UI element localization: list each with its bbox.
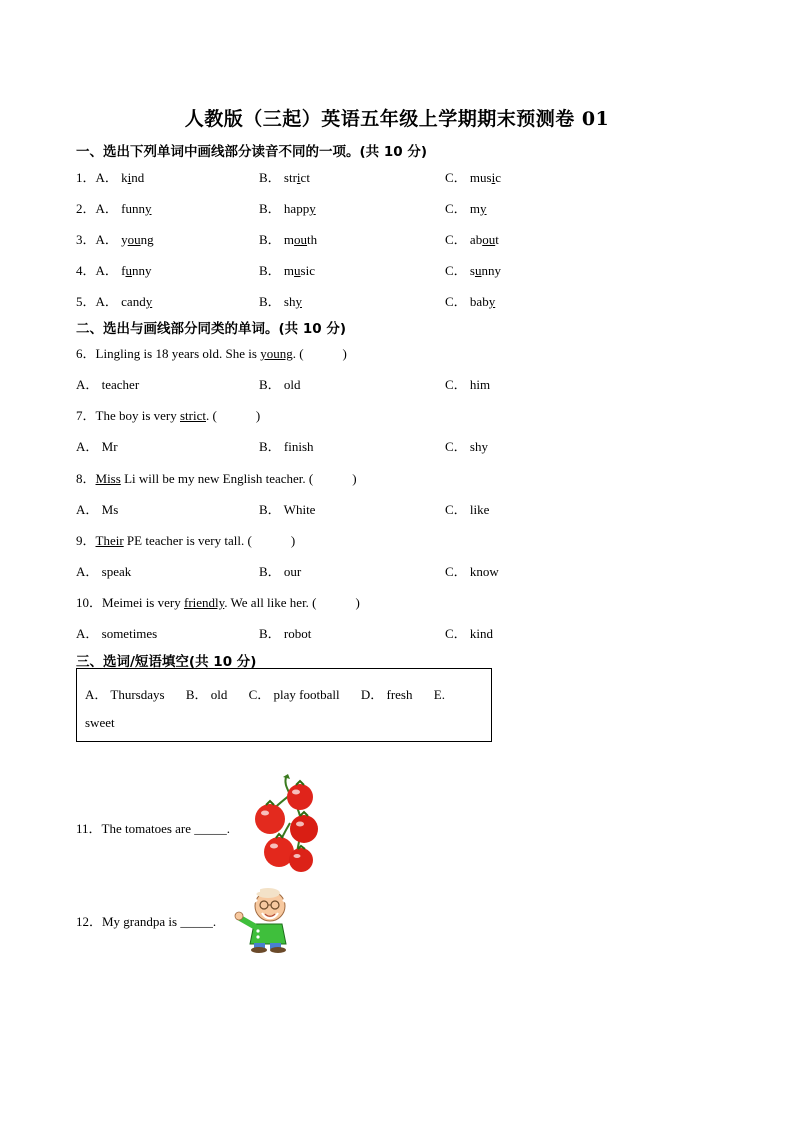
underlined-letters: y <box>480 201 487 216</box>
word-part: sic <box>300 263 315 278</box>
underlined-letters: u <box>474 263 482 278</box>
underlined-letters: y <box>145 294 153 309</box>
word-part: ab <box>469 232 483 247</box>
question-text: The boy is very <box>95 408 180 423</box>
underlined-letters: y <box>145 201 152 216</box>
word-part: ct <box>300 170 310 185</box>
word-option-d: D． fresh <box>360 687 413 702</box>
option-b: B． old <box>259 377 301 392</box>
option-c: C． kind <box>445 626 494 641</box>
question-number: 6． <box>76 346 96 361</box>
option-c: C． know <box>445 564 499 579</box>
option-a: A． sometimes <box>76 626 158 641</box>
option-c <box>445 229 499 248</box>
word-part: ng <box>140 232 154 247</box>
question-8 <box>76 468 357 487</box>
option-label: B． <box>259 201 281 216</box>
underlined-letters: ou <box>482 232 496 247</box>
option-row <box>76 499 716 519</box>
underlined-letters: u <box>294 263 301 278</box>
underlined-letters: y <box>295 294 302 309</box>
question-number: 1． <box>76 170 96 185</box>
option-c <box>445 291 495 310</box>
question-10 <box>76 592 360 611</box>
option-row <box>76 374 716 394</box>
option-a <box>76 167 144 186</box>
option-label: B． <box>259 232 281 247</box>
word-bank-box <box>76 668 492 742</box>
underlined-letters: i <box>491 170 496 185</box>
underlined-word: strict <box>180 408 206 423</box>
option-label: C． <box>445 170 467 185</box>
question-text: Lingling is 18 years old. She is <box>95 346 261 361</box>
option-label: B． <box>259 294 281 309</box>
option-a: A． Ms <box>76 502 119 517</box>
option-row <box>76 436 716 456</box>
option-label: B． <box>259 170 281 185</box>
question-6 <box>76 343 347 362</box>
question-text: Meimei is very <box>102 595 184 610</box>
option-row <box>76 561 716 581</box>
question-text: Li will be my new English teacher. ( ) <box>120 471 357 486</box>
question-text: . ( ) <box>292 346 347 361</box>
option-label: C． <box>445 201 467 216</box>
option-a <box>76 229 154 248</box>
option-a: A． speak <box>76 564 132 579</box>
underlined-letters: y <box>488 294 496 309</box>
underlined-letters: i <box>127 170 132 185</box>
option-label: A． <box>95 232 118 247</box>
underlined-letters: ou <box>127 232 141 247</box>
option-c: C． like <box>445 502 490 517</box>
option-c: C． shy <box>445 439 488 454</box>
question-number: 2． <box>76 201 96 216</box>
option-b: B． finish <box>259 439 314 454</box>
question-number: 7． <box>76 408 96 423</box>
underlined-letters: ou <box>294 232 308 247</box>
option-label: A． <box>95 263 118 278</box>
section-2-heading: 二、选出与画线部分同类的单词。(共 10 分) <box>76 321 347 337</box>
word-part: m <box>469 201 481 216</box>
question-number: 4． <box>76 263 96 278</box>
word-bank-line-1 <box>85 684 463 703</box>
option-a: A． Mr <box>76 439 118 454</box>
part-1-row <box>76 198 716 218</box>
question-text: . We all like her. ( ) <box>224 595 360 610</box>
option-b: B． robot <box>259 626 312 641</box>
grandpa-picture <box>232 884 304 954</box>
word-part: funn <box>121 201 145 216</box>
section-3-heading: 三、选词/短语填空(共 10 分) <box>76 654 257 670</box>
option-row <box>76 623 716 643</box>
word-option-c: C． play football <box>248 687 340 702</box>
option-a <box>76 198 152 217</box>
word-part: m <box>283 263 295 278</box>
option-c <box>445 198 487 217</box>
word-part: sh <box>283 294 296 309</box>
word-part: t <box>495 232 499 247</box>
part-1-row <box>76 260 716 280</box>
part-1-row <box>76 291 716 311</box>
option-label: B． <box>259 263 281 278</box>
underlined-word: Miss <box>95 471 121 486</box>
option-a <box>76 291 152 310</box>
underlined-word: Their <box>95 533 124 548</box>
question-9 <box>76 530 295 549</box>
underlined-word: friendly <box>183 595 225 610</box>
underlined-letters: u <box>125 263 132 278</box>
word-bank-line-2: sweet <box>85 715 115 730</box>
word-part: s <box>469 263 475 278</box>
option-b <box>259 167 310 186</box>
word-option-a: A． Thursdays <box>85 687 165 702</box>
word-part: nny <box>132 263 152 278</box>
word-part: nny <box>481 263 501 278</box>
word-part: bab <box>469 294 489 309</box>
question-12: 12．My grandpa is _____. <box>76 914 217 929</box>
word-part: m <box>283 232 295 247</box>
question-number: 5． <box>76 294 96 309</box>
option-label: A． <box>95 294 118 309</box>
option-c <box>445 167 501 186</box>
page-title: 人教版（三起）英语五年级上学期期末预测卷 01 <box>184 108 610 130</box>
question-7 <box>76 405 260 424</box>
question-number: 3． <box>76 232 96 247</box>
word-part: happ <box>283 201 310 216</box>
word-part: th <box>307 232 318 247</box>
option-b <box>259 260 315 279</box>
part-1-row <box>76 229 716 249</box>
word-part: c <box>495 170 501 185</box>
option-label: C． <box>445 263 467 278</box>
question-number: 9． <box>76 533 96 548</box>
word-part: nd <box>131 170 145 185</box>
option-b <box>259 229 317 248</box>
tomatoes-picture <box>250 773 322 877</box>
question-text: PE teacher is very tall. ( ) <box>123 533 296 548</box>
option-c: C． him <box>445 377 491 392</box>
section-1-heading: 一、选出下列单词中画线部分读音不同的一项。(共 10 分) <box>76 144 428 160</box>
word-part: f <box>121 263 126 278</box>
word-part: cand <box>121 294 146 309</box>
option-label: A． <box>95 201 118 216</box>
underlined-letters: i <box>296 170 301 185</box>
option-b: B． White <box>259 502 316 517</box>
part-1-row <box>76 167 716 187</box>
option-b <box>259 198 316 217</box>
option-label: C． <box>445 232 467 247</box>
word-part: str <box>283 170 297 185</box>
option-c <box>445 260 501 279</box>
question-number: 10． <box>76 595 103 610</box>
option-a: A． teacher <box>76 377 140 392</box>
word-part: mus <box>469 170 492 185</box>
word-part: k <box>121 170 128 185</box>
option-b: B． our <box>259 564 302 579</box>
option-label: C． <box>445 294 467 309</box>
word-option-e: E. <box>433 687 445 702</box>
underlined-word: young <box>260 346 293 361</box>
question-text: . ( ) <box>206 408 261 423</box>
word-part: y <box>121 232 128 247</box>
word-option-b: B． old <box>185 687 228 702</box>
question-11: 11．The tomatoes are _____. <box>76 821 231 836</box>
option-label: A． <box>95 170 118 185</box>
option-a <box>76 260 152 279</box>
underlined-letters: y <box>309 201 316 216</box>
question-number: 8． <box>76 471 96 486</box>
option-b <box>259 291 302 310</box>
